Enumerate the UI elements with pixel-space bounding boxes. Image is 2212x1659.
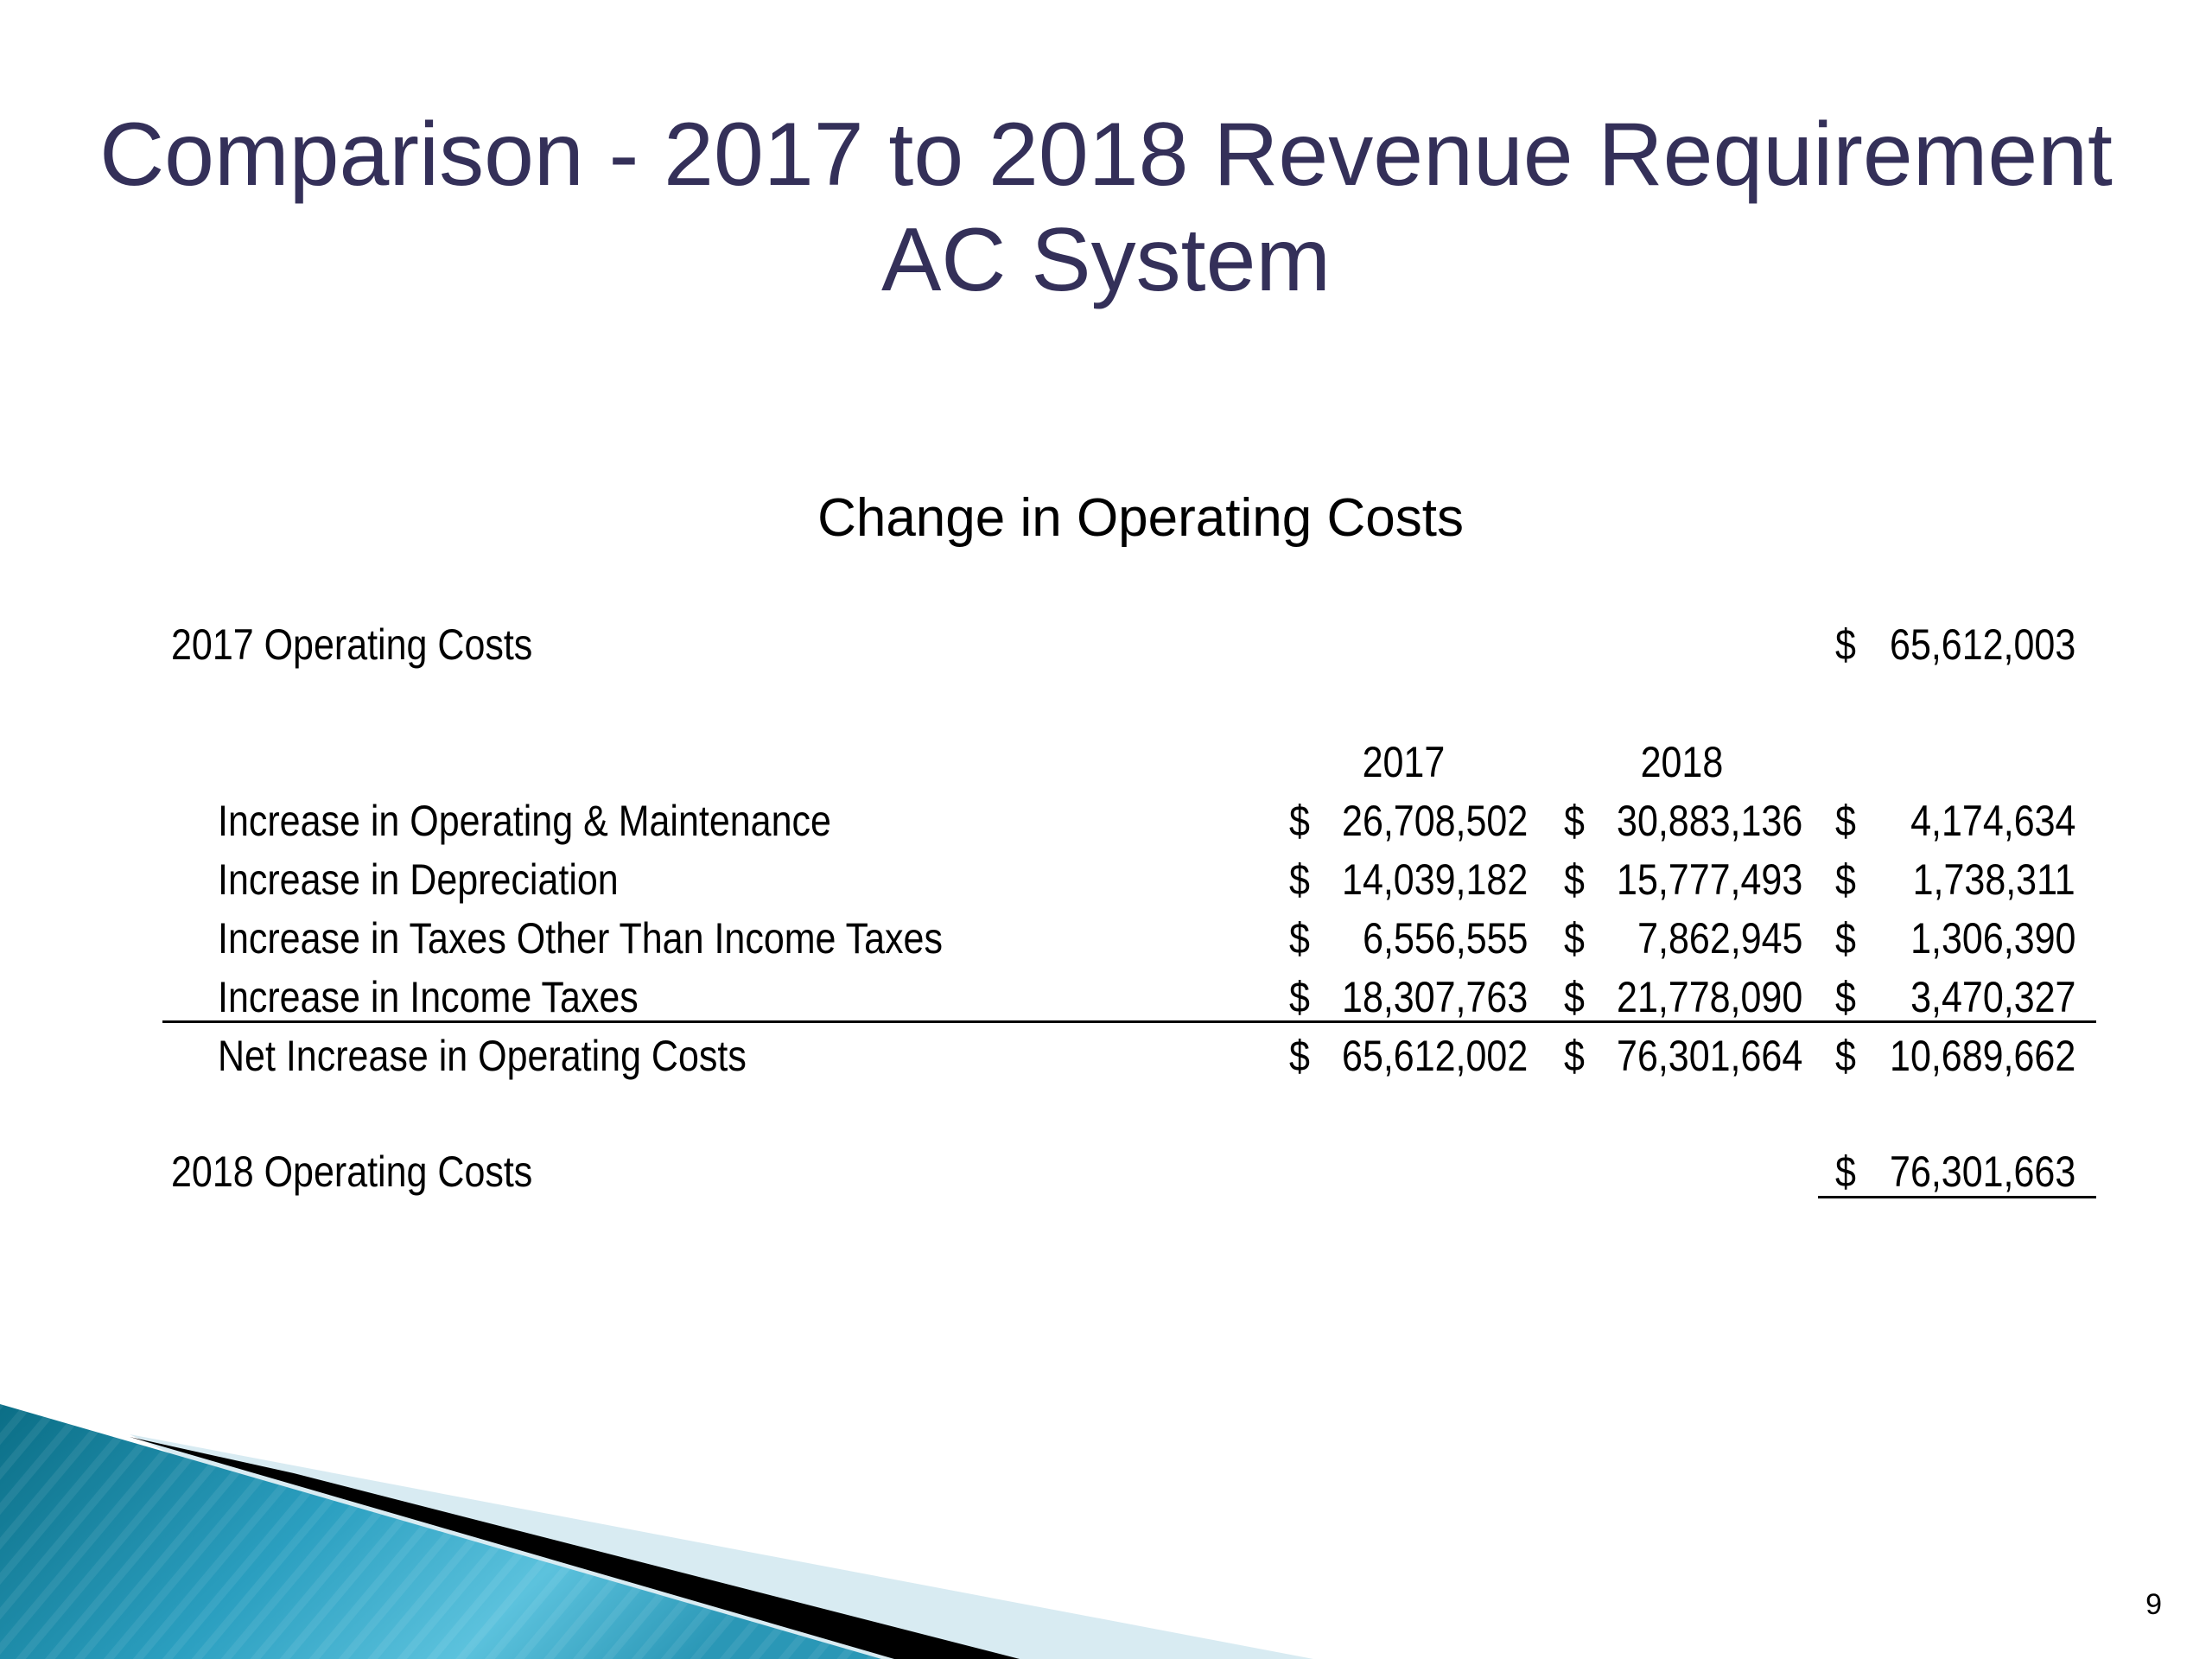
currency-symbol: $ [1564,797,1585,845]
slide-title-line-1: Comparison - 2017 to 2018 Revenue Requirement [99,105,2113,205]
currency-symbol: $ [1289,797,1310,845]
row-label: Increase in Taxes Other Than Income Taxes [218,914,943,963]
row-label: Increase in Depreciation [218,855,619,904]
currency-symbol: $ [1835,855,1856,904]
currency-symbol: $ [1835,914,1856,963]
currency-symbol: $ [1289,1032,1310,1080]
table-title: Change in Operating Costs [817,488,1464,548]
currency-symbol: $ [1564,855,1585,904]
currency-symbol: $ [1289,973,1310,1021]
total-2018: 76,301,664 [1616,1032,1802,1080]
currency-symbol: $ [1564,1032,1585,1080]
currency-symbol: $ [1835,973,1856,1021]
total-label: Net Increase in Operating Costs [218,1032,747,1080]
row-label: Increase in Income Taxes [218,973,639,1021]
currency-symbol: $ [1835,1032,1856,1080]
closing-costs-value: 76,301,663 [1889,1147,2075,1196]
value-2018: 21,778,090 [1616,973,1802,1021]
value-2018: 7,862,945 [1637,914,1802,963]
value-2018: 15,777,493 [1616,855,1802,904]
value-2017: 14,039,182 [1341,855,1528,904]
year-header-2018: 2018 [1640,738,1723,786]
slide-title-line-2: AC System [880,210,1332,310]
currency-symbol: $ [1564,914,1585,963]
total-change: 10,689,662 [1889,1032,2075,1080]
value-2017: 18,307,763 [1341,973,1528,1021]
page-number: 9 [2145,1588,2162,1621]
currency-symbol: $ [1564,973,1585,1021]
year-header-2017: 2017 [1362,738,1445,786]
opening-costs-value: 65,612,003 [1889,620,2075,669]
closing-costs-currency: $ [1835,1147,1856,1196]
currency-symbol: $ [1289,855,1310,904]
value-change: 4,174,634 [1910,797,2075,845]
value-2017: 26,708,502 [1341,797,1528,845]
total-2017: 65,612,002 [1341,1032,1528,1080]
opening-costs-currency: $ [1835,620,1856,669]
value-2018: 30,883,136 [1616,797,1802,845]
opening-costs-label: 2017 Operating Costs [171,620,533,669]
value-change: 1,306,390 [1910,914,2075,963]
row-label: Increase in Operating & Maintenance [218,797,831,845]
value-change: 3,470,327 [1910,973,2075,1021]
swoosh-stripes [0,1404,881,1659]
currency-symbol: $ [1835,797,1856,845]
value-2017: 6,556,555 [1362,914,1528,963]
value-change: 1,738,311 [1912,855,2075,904]
closing-costs-label: 2018 Operating Costs [171,1147,533,1196]
currency-symbol: $ [1289,914,1310,963]
